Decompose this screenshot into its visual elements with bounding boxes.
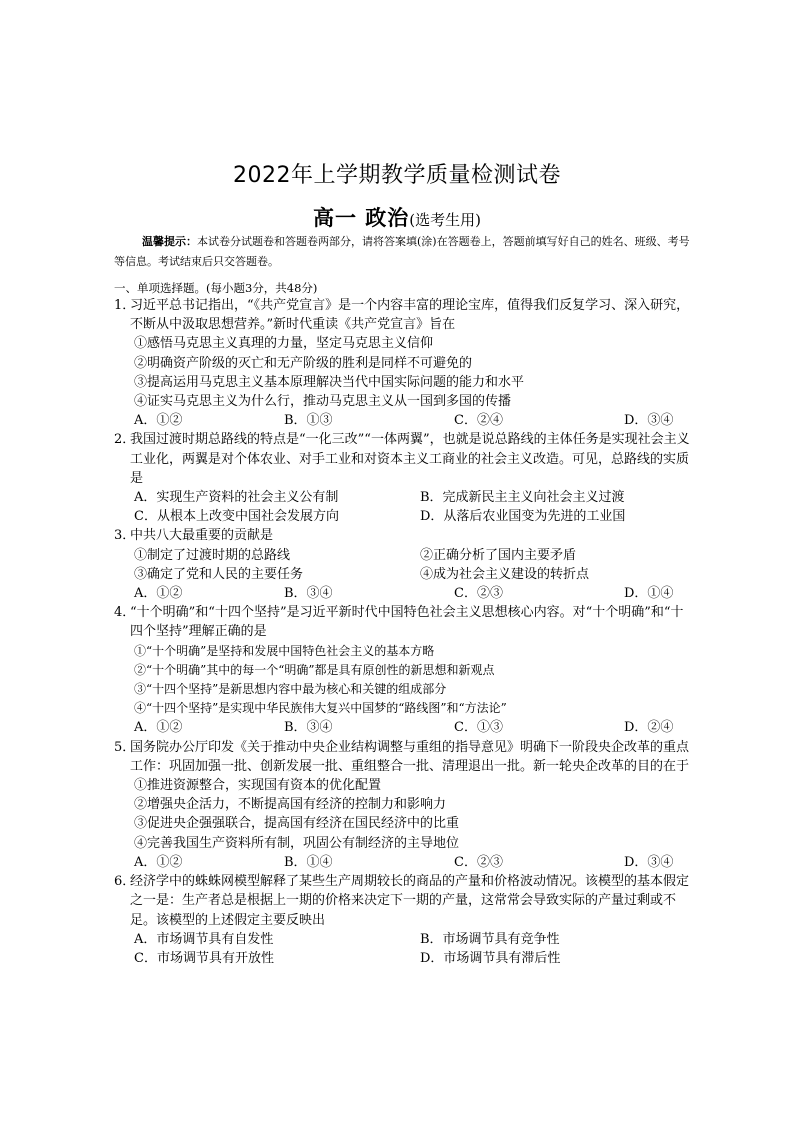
statement-row: [114, 565, 694, 584]
option-a: A．①②: [134, 854, 183, 870]
statement-item: ③促进央企强强联合，提高国有经济在国民经济中的比重: [134, 816, 460, 832]
answer-options: [114, 507, 694, 526]
option-c: C．②③: [454, 854, 503, 870]
option-a: A．市场调节具有自发性: [134, 931, 274, 947]
option-d: D．市场调节具有滞后性: [420, 950, 561, 966]
question-text: 中共八大最重要的贡献是: [130, 528, 274, 544]
option-b: B．市场调节具有竞争性: [420, 931, 560, 947]
option-a: A．①②: [134, 586, 183, 602]
statement-item: ②“十个明确”其中的每一个“明确”都是具有原创性的新思想和新观点: [134, 662, 495, 677]
option-c: C．从根本上改变中国社会发展方向: [134, 509, 339, 525]
option-b: B．①④: [284, 854, 333, 870]
exam-subtitle: [0, 202, 794, 232]
answer-options: [114, 718, 694, 737]
question-stem: [114, 603, 694, 641]
option-b: B．完成新民主主义向社会主义过渡: [420, 490, 625, 506]
answer-options: [114, 488, 694, 507]
subject-label: 高一 政治: [312, 205, 410, 230]
statement-item: ③“十四个坚持”是新思想内容中最为核心和关键的组成部分: [134, 682, 447, 697]
option-b: B．①③: [284, 413, 333, 429]
notice-text: 本试卷分试题卷和答题卷两部分，请将答案填(涂)在答题卷上，答题前填写好自己的姓名、班级、考号等信息。考试结束后只交答题卷。: [114, 235, 690, 268]
question-stem: [114, 872, 694, 930]
question-number: 6．: [114, 874, 136, 890]
statement-item: ④证实马克思主义为什么行，推动马克思主义从一国到多国的传播: [134, 394, 512, 410]
answer-options: [114, 584, 694, 603]
statement-item: ③确定了党和人民的主要任务: [134, 566, 304, 582]
option-a: A．实现生产资料的社会主义公有制: [134, 490, 339, 506]
question-3: [114, 526, 694, 603]
statement-item: ①“十个明确”是坚持和发展中国特色社会主义的基本方略: [134, 643, 435, 658]
question-text: 经济学中的蛛蛛网模型解释了某些生产周期较长的商品的产量和价格波动情况。该模型的基本假定之一是：生产者总是根据上一期的价格来决定下一期的产量，这常常会导致实际的产量过剩或不足。该模型的上述假定主要反映出: [130, 874, 690, 928]
question-2: [114, 430, 694, 526]
statement-item: ②正确分析了国内主要矛盾: [420, 547, 577, 563]
option-a: A．①②: [134, 720, 183, 736]
question-stem: [114, 738, 694, 776]
option-d: D．②④: [624, 720, 674, 736]
option-b: B．③④: [284, 586, 333, 602]
option-c: C．①③: [454, 720, 503, 736]
question-text: “十个明确”和“十四个坚持”是习近平新时代中国特色社会主义思想核心内容。对“十个明确”和“十四个坚持”理解正确的是: [130, 605, 684, 640]
question-1: [114, 296, 694, 430]
question-number: 1．: [114, 298, 136, 313]
option-a: A．①②: [134, 413, 183, 429]
statement-item: ①感悟马克思主义真理的力量，坚定马克思主义信仰: [134, 336, 434, 352]
statement-item: ③提高运用马克思主义基本原理解决当代中国实际问题的能力和水平: [134, 374, 525, 390]
statement-item: ①制定了过渡时期的总路线: [134, 547, 291, 563]
statement-item: ①推进资源整合，实现国有资本的优化配置: [134, 778, 382, 794]
option-d: D．从落后农业国变为先进的工业国: [420, 509, 626, 525]
option-c: C．市场调节具有开放性: [134, 950, 274, 966]
option-d: D．③④: [624, 854, 674, 870]
statement-item: ②增强央企活力，不断提高国有经济的控制力和影响力: [134, 797, 447, 813]
statement-item: ④“十四个坚持”是实现中华民族伟大复兴中国梦的“路线图”和“方法论”: [134, 701, 507, 716]
answer-options: [114, 853, 694, 872]
option-d: D．①④: [624, 586, 674, 602]
section-heading: 一、单项选择题。(每小题3分，共48分): [114, 281, 318, 295]
question-text: 我国过渡时期总路线的特点是“一化三改”“一体两翼”，也就是说总路线的主体任务是实现社会主义工业化，两翼是对个体农业、对手工业和对资本主义工商业的社会主义改造。可见，总路线的实质是: [130, 432, 690, 486]
option-c: C．②③: [454, 586, 503, 602]
exam-title: 2022年上学期教学质量检测试卷: [233, 163, 561, 188]
statement-item: ④完善我国生产资料所有制，巩固公有制经济的主导地位: [134, 835, 460, 851]
option-c: C．②④: [454, 413, 503, 429]
answer-options: [114, 411, 694, 430]
question-number: 5．: [114, 739, 136, 755]
question-stem: [114, 430, 694, 488]
option-d: D．③④: [624, 413, 674, 429]
question-text: 习近平总书记指出，“《共产党宣言》是一个内容丰富的理论宝库，值得我们反复学习、深入研究，不断从中汲取思想营养。”新时代重读《共产党宣言》旨在: [130, 298, 690, 333]
question-number: 4．: [114, 605, 136, 621]
exam-notice: [114, 232, 694, 272]
question-stem: [114, 526, 694, 545]
question-list: [114, 296, 694, 968]
question-text: 国务院办公厅印发《关于推动中央企业结构调整与重组的指导意见》明确下一阶段央企改革的重点工作：巩固加强一批、创新发展一批、重组整合一批、清理退出一批。新一轮央企改革的目的在于: [130, 739, 690, 774]
question-6: [114, 872, 694, 968]
question-stem: [114, 296, 694, 334]
subject-note: (选考生用): [409, 211, 482, 229]
answer-options: [114, 949, 694, 968]
question-number: 2．: [114, 432, 136, 448]
notice-lead: 温馨提示：: [142, 235, 197, 248]
statement-row: [114, 546, 694, 565]
option-b: B．③④: [284, 720, 333, 736]
answer-options: [114, 930, 694, 949]
statement-item: ②明确资产阶级的灭亡和无产阶级的胜利是同样不可避免的: [134, 355, 473, 371]
question-4: [114, 603, 694, 737]
question-5: [114, 738, 694, 872]
statement-item: ④成为社会主义建设的转折点: [420, 566, 590, 582]
question-number: 3．: [114, 528, 136, 544]
